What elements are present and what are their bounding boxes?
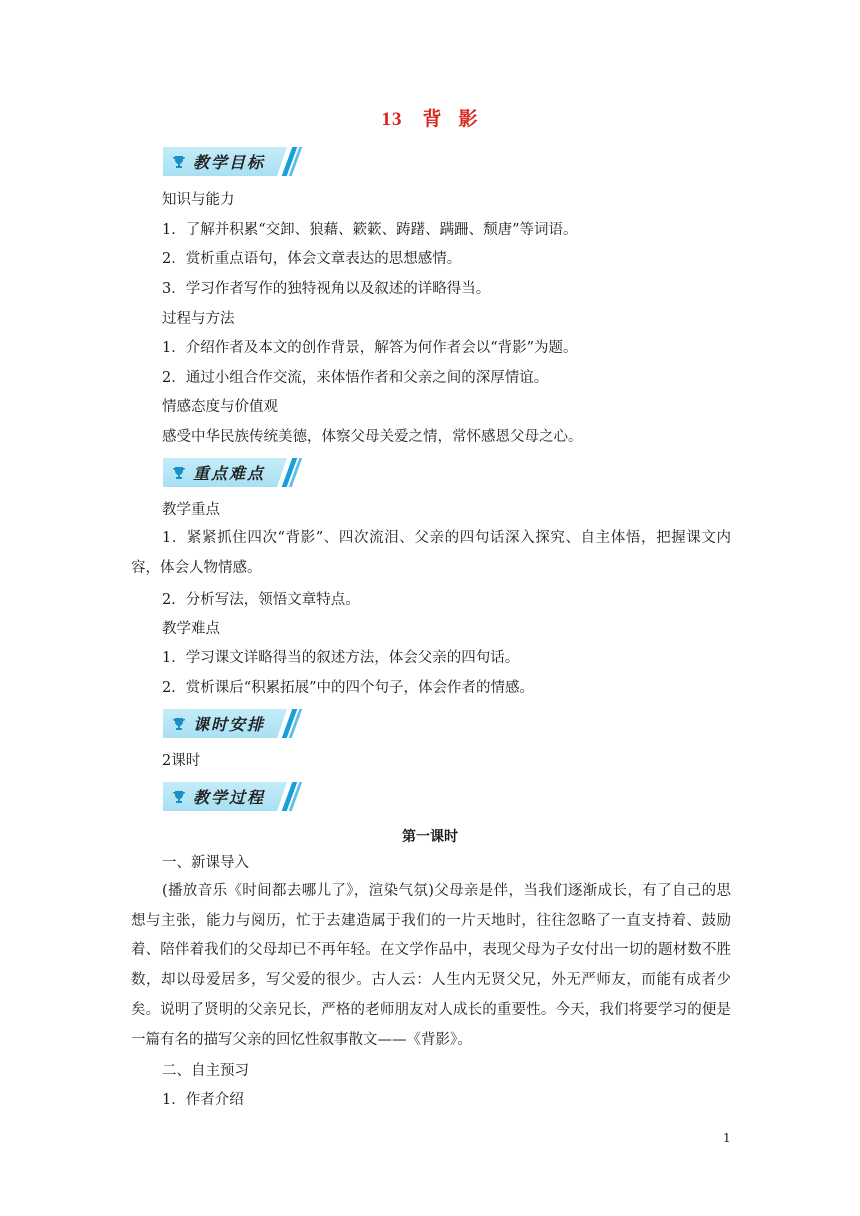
keypoints-focus-1: 1．紧紧抓住四次“背影”、四次流泪、父亲的四句话深入探究、自主体悟，把握课文内容，体会人物情感。 — [131, 530, 731, 576]
process-step-2-item-1: 1．作者介绍 — [162, 1092, 244, 1108]
keypoints-heading-difficulty: 教学难点 — [162, 621, 220, 637]
keypoints-heading-focus: 教学重点 — [162, 502, 220, 518]
goals-process-1: 1．介绍作者及本文的创作背景，解答为何作者会以“背影”为题。 — [162, 340, 578, 356]
process-intro-paragraph: (播放音乐《时间都去哪儿了》，渲染气氛)父母亲是伴，当我们逐渐成长，有了自己的思想与主张，能力与阅历，忙于去建造属于我们的一片天地时，往往忽略了一直支持着、鼓励着、陪伴着我们的父母却已不再年轻。在文学作品中，表现父母为子女付出一切的题材数不胜数，却以母爱居多，写父爱的很少。古人云：人生内无贤父兄，外无严师友，而能有成者少矣。说明了贤明的父亲兄长，严格的老师朋友对人成长的重要性。今天，我们将要学习的便是一篇有名的描写父亲的回忆性叙事散文——《背影》。 — [131, 883, 731, 1048]
goals-heading-knowledge: 知识与能力 — [162, 192, 235, 208]
lesson-title — [0, 104, 860, 131]
goals-knowledge-2: 2．赏析重点语句，体会文章表达的思想感情。 — [162, 251, 462, 267]
keypoints-difficulty-1: 1．学习课文详略得当的叙述方法，体会父亲的四句话。 — [162, 650, 520, 666]
section-banner-label: 重点难点 — [193, 464, 266, 483]
trophy-icon — [172, 717, 186, 731]
keypoints-difficulty-2: 2．赏析课后“积累拓展”中的四个句子，体会作者的情感。 — [162, 680, 535, 696]
trophy-icon — [172, 466, 186, 480]
keypoints-focus-2: 2．分析写法，领悟文章特点。 — [162, 592, 360, 608]
section-banner-schedule — [163, 709, 297, 738]
trophy-icon — [172, 155, 186, 169]
goals-process-2: 2．通过小组合作交流，来体悟作者和父亲之间的深厚情谊。 — [162, 370, 549, 386]
goals-knowledge-3: 3．学习作者写作的独特视角以及叙述的详略得当。 — [162, 281, 491, 297]
goals-heading-process: 过程与方法 — [162, 311, 235, 327]
trophy-icon — [172, 790, 186, 804]
goals-heading-emotion: 情感态度与价值观 — [162, 399, 278, 415]
section-banner-goals — [163, 147, 297, 176]
lesson-title-char-2: 影 — [458, 109, 479, 130]
goals-emotion-1: 感受中华民族传统美德，体察父母关爱之情，常怀感恩父母之心。 — [162, 429, 583, 445]
section-banner-label: 教学过程 — [193, 788, 266, 807]
goals-knowledge-1: 1．了解并积累“交卸、狼藉、簌簌、踌躇、蹒跚、颓唐”等词语。 — [162, 222, 578, 238]
process-step-2-heading: 二、自主预习 — [162, 1063, 249, 1079]
page-number: 1 — [723, 1131, 731, 1145]
schedule-text: 2课时 — [162, 753, 201, 769]
section-banner-label: 课时安排 — [193, 715, 266, 734]
lesson-title-char-1: 背 — [422, 109, 443, 130]
section-banner-keypoints — [163, 458, 297, 487]
lesson-subheading: 第一课时 — [402, 829, 458, 845]
section-banner-process — [163, 782, 297, 811]
process-step-1-heading: 一、新课导入 — [162, 855, 249, 871]
section-banner-label: 教学目标 — [193, 153, 266, 172]
lesson-number: 13 — [381, 109, 403, 130]
